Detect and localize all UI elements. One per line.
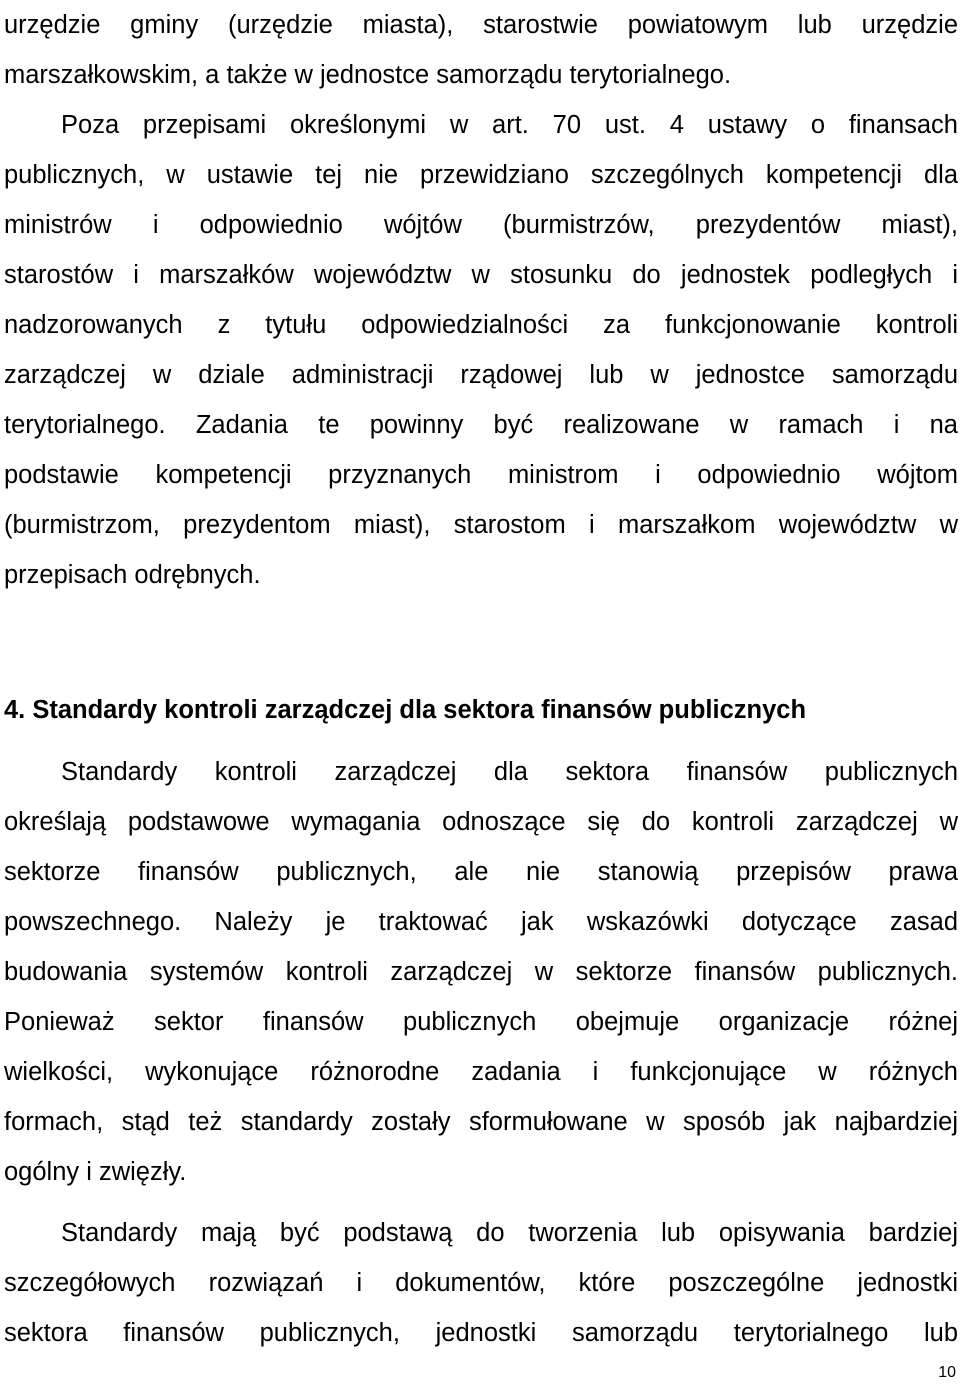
text-line: Ponieważ sektor finansów publicznych obejmuje organizacje różnej bbox=[4, 1008, 958, 1036]
text-line: sektorze finansów publicznych, ale nie stanowią przepisów prawa bbox=[4, 858, 958, 886]
text-line: urzędzie gminy (urzędzie miasta), starostwie powiatowym lub urzędzie bbox=[4, 11, 958, 39]
text-line: formach, stąd też standardy zostały sformułowane w sposób jak najbardziej bbox=[4, 1108, 958, 1136]
text-line: ministrów i odpowiednio wójtów (burmistrzów, prezydentów miast), bbox=[4, 211, 958, 239]
paragraph-standards-purpose bbox=[4, 1208, 958, 1358]
text-line: starostów i marszałków województw w stosunku do jednostek podległych i bbox=[4, 261, 958, 289]
text-line: określają podstawowe wymagania odnoszące się do kontroli zarządczej w bbox=[4, 808, 958, 836]
text-line: wielkości, wykonujące różnorodne zadania i funkcjonujące w różnych bbox=[4, 1058, 958, 1086]
text-line: szczegółowych rozwiązań i dokumentów, które poszczególne jednostki bbox=[4, 1269, 958, 1297]
paragraph-art70 bbox=[4, 100, 958, 600]
text-line: budowania systemów kontroli zarządczej w sektorze finansów publicznych. bbox=[4, 958, 958, 986]
text-line: przepisach odrębnych. bbox=[4, 561, 261, 589]
text-line: podstawie kompetencji przyznanych ministrom i odpowiednio wójtom bbox=[4, 461, 958, 489]
text-line: terytorialnego. Zadania te powinny być realizowane w ramach i na bbox=[4, 411, 958, 439]
text-line: sektora finansów publicznych, jednostki samorządu terytorialnego lub bbox=[4, 1319, 958, 1347]
document-page bbox=[4, 0, 958, 1358]
section-heading: 4. Standardy kontroli zarządczej dla sektora finansów publicznych bbox=[4, 696, 807, 724]
text-line: (burmistrzom, prezydentom miast), starostom i marszałkom województw w bbox=[4, 511, 958, 539]
text-line: Standardy kontroli zarządczej dla sektora finansów publicznych bbox=[61, 758, 958, 786]
text-line: ogólny i zwięzły. bbox=[4, 1158, 187, 1186]
text-line: Standardy mają być podstawą do tworzenia lub opisywania bardziej bbox=[61, 1219, 958, 1247]
text-line: zarządczej w dziale administracji rządowej lub w jednostce samorządu bbox=[4, 361, 958, 389]
page-number: 10 bbox=[938, 1364, 956, 1381]
paragraph-standards-definition bbox=[4, 747, 958, 1197]
text-line: publicznych, w ustawie tej nie przewidziano szczególnych kompetencji dla bbox=[4, 161, 958, 189]
text-line: marszałkowskim, a także w jednostce samorządu terytorialnego. bbox=[4, 61, 732, 89]
text-line: powszechnego. Należy je traktować jak wskazówki dotyczące zasad bbox=[4, 908, 958, 936]
text-line: nadzorowanych z tytułu odpowiedzialności za funkcjonowanie kontroli bbox=[4, 311, 958, 339]
paragraph-continuation bbox=[4, 0, 958, 100]
text-line: Poza przepisami określonymi w art. 70 ust. 4 ustawy o finansach bbox=[61, 111, 958, 139]
